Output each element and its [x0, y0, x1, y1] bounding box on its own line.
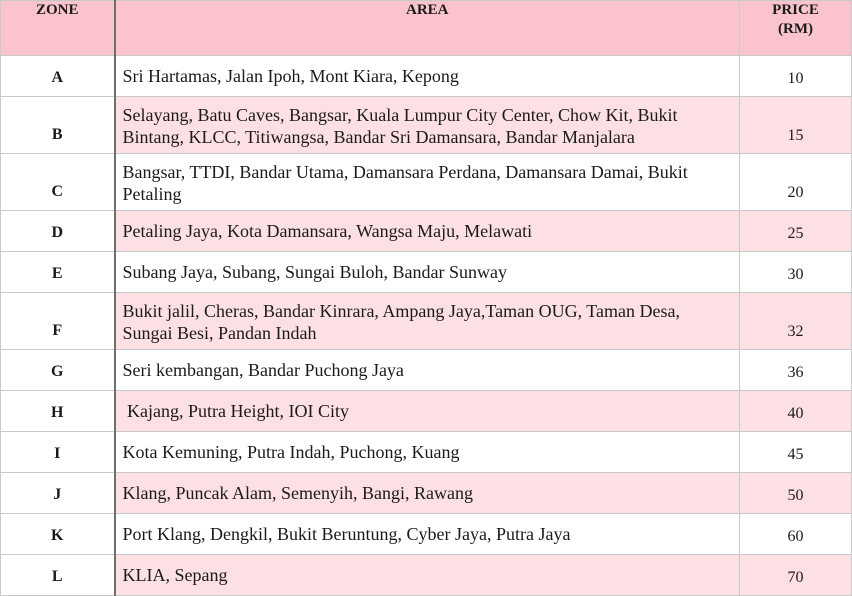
price-cell: 25	[740, 211, 852, 252]
table-row	[1, 391, 852, 432]
area-column-header: AREA	[115, 1, 740, 56]
price-cell: 70	[740, 555, 852, 596]
price-cell: 60	[740, 514, 852, 555]
table-row	[1, 473, 852, 514]
area-cell: Petaling Jaya, Kota Damansara, Wangsa Maju, Melawati	[115, 211, 740, 252]
price-cell: 32	[740, 293, 852, 350]
table-row	[1, 211, 852, 252]
area-cell: Port Klang, Dengkil, Bukit Beruntung, Cyber Jaya, Putra Jaya	[115, 514, 740, 555]
zone-cell: B	[1, 97, 115, 154]
table-header	[1, 1, 852, 56]
zone-cell: I	[1, 432, 115, 473]
zone-cell: E	[1, 252, 115, 293]
table-row	[1, 154, 852, 211]
header-row	[1, 1, 852, 56]
price-cell: 30	[740, 252, 852, 293]
zone-cell: G	[1, 350, 115, 391]
price-cell: 20	[740, 154, 852, 211]
price-cell: 15	[740, 97, 852, 154]
table-row	[1, 97, 852, 154]
table-row	[1, 432, 852, 473]
price-column-header	[740, 1, 852, 56]
zone-cell: K	[1, 514, 115, 555]
zone-column-header: ZONE	[1, 1, 115, 56]
zone-cell: D	[1, 211, 115, 252]
area-cell: Bukit jalil, Cheras, Bandar Kinrara, Ampang Jaya,Taman OUG, Taman Desa, Sungai Besi, Pandan Indah	[115, 293, 740, 350]
area-cell: Seri kembangan, Bandar Puchong Jaya	[115, 350, 740, 391]
zone-cell: J	[1, 473, 115, 514]
zone-cell: A	[1, 56, 115, 97]
area-cell: Selayang, Batu Caves, Bangsar, Kuala Lumpur City Center, Chow Kit, Bukit Bintang, KLCC, Titiwangsa, Bandar Sri Damansara, Bandar Manjalara	[115, 97, 740, 154]
price-header-label: PRICE	[772, 2, 819, 18]
zone-cell: C	[1, 154, 115, 211]
table-row	[1, 293, 852, 350]
area-cell: Klang, Puncak Alam, Semenyih, Bangi, Rawang	[115, 473, 740, 514]
zone-cell: L	[1, 555, 115, 596]
table-row	[1, 56, 852, 97]
zone-cell: H	[1, 391, 115, 432]
price-cell: 45	[740, 432, 852, 473]
area-cell: Subang Jaya, Subang, Sungai Buloh, Bandar Sunway	[115, 252, 740, 293]
zone-cell: F	[1, 293, 115, 350]
area-cell: Kota Kemuning, Putra Indah, Puchong, Kuang	[115, 432, 740, 473]
table-row	[1, 252, 852, 293]
price-cell: 10	[740, 56, 852, 97]
table-body	[1, 56, 852, 596]
area-cell: KLIA, Sepang	[115, 555, 740, 596]
table-row	[1, 555, 852, 596]
price-cell: 36	[740, 350, 852, 391]
price-cell: 40	[740, 391, 852, 432]
table-row	[1, 350, 852, 391]
price-cell: 50	[740, 473, 852, 514]
table-row	[1, 514, 852, 555]
area-cell: Kajang, Putra Height, IOI City	[115, 391, 740, 432]
area-cell: Sri Hartamas, Jalan Ipoh, Mont Kiara, Kepong	[115, 56, 740, 97]
price-header-unit: (RM)	[778, 21, 813, 37]
area-cell: Bangsar, TTDI, Bandar Utama, Damansara Perdana, Damansara Damai, Bukit Petaling	[115, 154, 740, 211]
